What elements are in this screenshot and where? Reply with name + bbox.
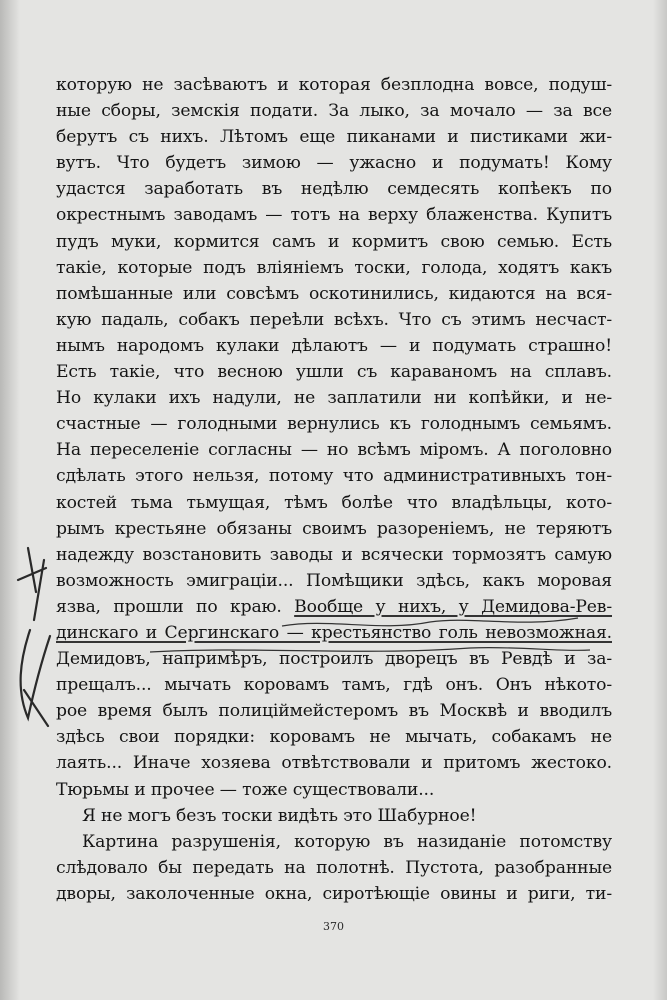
text-line: Есть такіе, что весною ушли съ караваномъ на сплавъ. [56, 362, 612, 383]
text-line: слѣдовало бы передать на полотнѣ. Пустота, разобранные [56, 857, 612, 878]
underlined-passage: динскаго и Сергинскаго — крестьянство голь невозможная. [56, 622, 612, 643]
text-line: удастся заработать въ недѣлю семдесять копѣекъ по [56, 179, 612, 200]
text-line: счастные — голодными вернулись къ голоднымъ семьямъ. [56, 414, 612, 435]
text-line: которую не засѣваютъ и которая безплодна вовсе, подуш- [56, 75, 612, 95]
paragraph-line: Я не могъ безъ тоски видѣть это Шабурное! [82, 805, 477, 826]
text-line: Тюрьмы и прочее — тоже существовали... [56, 779, 435, 800]
text-line: берутъ съ нихъ. Лѣтомъ еще пиканами и пистиками жи- [56, 127, 612, 148]
page-edge-shadow-left [0, 0, 20, 1000]
text-line [56, 594, 612, 620]
text-line: ные сборы, земскія подати. За лыко, за мочало — за все [56, 101, 612, 122]
text-line: такіе, которые подъ вліяніемъ тоски, голода, ходятъ какъ [56, 257, 612, 278]
text-line: дворы, заколоченные окна, сиротѣющіе овины и риги, ти- [56, 883, 612, 904]
page-edge-shadow-right [653, 0, 667, 1000]
text-line: помѣшанные или совсѣмъ оскотинились, кидаются на вся- [56, 283, 612, 304]
text-line: Демидовъ, напримѣръ, построилъ дворецъ въ Ревдѣ и за- [56, 649, 612, 670]
text-line: сдѣлать этого нельзя, потому что административныхъ тон- [56, 466, 612, 487]
text-line: рое время былъ полиціймейстеромъ въ Москвѣ и вводилъ [56, 701, 612, 722]
text-line: кую падаль, собакъ переѣли всѣхъ. Что съ этимъ несчаст- [56, 309, 612, 330]
underlined-passage: Вообще у нихъ, у Демидова-Рев- [294, 596, 612, 617]
text-line: окрестнымъ заводамъ — тотъ на верху блаженства. Купитъ [56, 205, 612, 226]
text-line: лаять... Иначе хозяева отвѣтствовали и притомъ жестоко. [56, 753, 612, 774]
text-line: вутъ. Что будетъ зимою — ужасно и подумать! Кому [56, 153, 612, 174]
handwritten-margin-mark-icon [6, 540, 66, 730]
text-line: рымъ крестьяне обязаны своимъ разореніемъ, не теряютъ [56, 518, 612, 539]
body-text [56, 72, 612, 907]
paragraph-line: Картина разрушенія, которую въ назиданіе потомству [82, 831, 612, 852]
text-line: Но кулаки ихъ надули, не заплатили ни копѣйки, и не- [56, 388, 612, 409]
text-line: возможность эмиграціи... Помѣщики здѣсь, какъ моровая [56, 570, 612, 591]
text-line: нымъ народомъ кулаки дѣлаютъ — и подумать страшно! [56, 335, 612, 356]
line-plain-part: язва, прошли по краю. [56, 596, 295, 617]
text-line: прещалъ... мычать коровамъ тамъ, гдѣ онъ. Онъ нѣкото- [56, 675, 612, 696]
text-line: костей тьма тьмущая, тѣмъ болѣе что владѣльцы, кото- [56, 492, 612, 513]
page-number: 370 [323, 920, 344, 933]
text-line: здѣсь свои порядки: коровамъ не мычать, собакамъ не [56, 727, 612, 748]
text-line: пудъ муки, кормится самъ и кормитъ свою семью. Есть [56, 231, 612, 252]
text-line: На переселеніе согласны — но всѣмъ міромъ. А поголовно [56, 440, 612, 461]
text-line [56, 620, 612, 646]
text-line: надежду возстановить заводы и всячески тормозятъ самую [56, 544, 612, 565]
